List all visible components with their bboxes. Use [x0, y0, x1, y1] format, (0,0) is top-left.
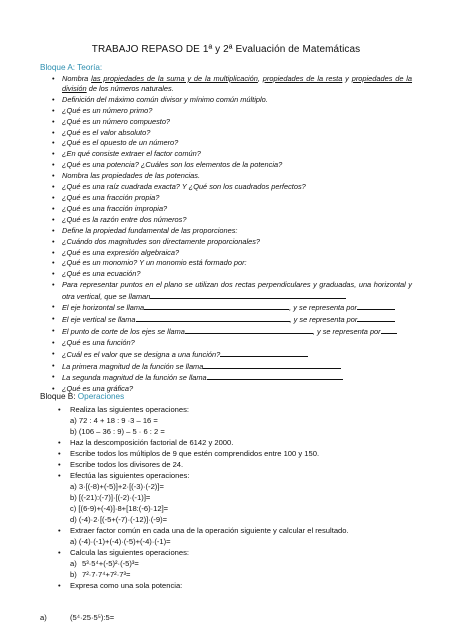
exercise-letter: b)	[70, 570, 77, 579]
exercise-line: b) (106 – 36 : 9) – 5 · 6 : 2 =	[70, 427, 165, 436]
item-text: La primera magnitud de la función se llama	[62, 361, 204, 371]
exercise-line: a) 3·[(-8)+(-5)]+2·[(-3)·(-2)]=	[70, 482, 164, 491]
list-item	[62, 280, 412, 302]
list-item: • Escribe todos los múltiplos de 9 que estén comprendidos entre 100 y 150.	[58, 448, 418, 459]
list-item: • Escribe todos los divisores de 24.	[58, 459, 418, 470]
answer-blank	[150, 291, 346, 299]
item-text: Para representar puntos en el plano se utilizan dos rectas perpendiculares y graduadas, una horizontal y otra vertical, que se llaman	[62, 280, 412, 301]
heading-prefix: Bloque B:	[40, 392, 78, 401]
item-text: , y se representa por	[289, 314, 358, 324]
item-text: y	[342, 74, 352, 83]
document-title: TRABAJO REPASO DE 1ª y 2ª Evaluación de Matemáticas	[91, 44, 361, 55]
list-item: • ¿Qué es un monomio? Y un monomio está formado por:	[62, 258, 412, 269]
list-item: • Haz la descomposición factorial de 6142 y 2000.	[58, 437, 418, 448]
exercise-letter: a)	[40, 613, 47, 622]
answer-blank	[357, 302, 395, 310]
item-underlined-text: propiedades de la resta	[262, 74, 343, 83]
list-item	[62, 372, 412, 384]
teoria-question-list	[62, 74, 412, 395]
list-item: • ¿Qué es un número primo?	[62, 106, 412, 117]
list-item: • Extraer factor común en cada una de la operación siguiente y calcular el resultado.	[58, 525, 418, 536]
operaciones-list	[58, 404, 418, 591]
heading-word: Operaciones	[77, 392, 125, 401]
list-item: • Realiza las siguientes operaciones:	[58, 404, 418, 415]
exercise-text: 5³·5⁴+(-5)²·(-5)³=	[82, 559, 139, 568]
list-item: • ¿Qué es una función?	[62, 338, 412, 349]
list-item: • ¿Qué es una fracción impropia?	[62, 204, 412, 215]
list-item: • Expresa como una sola potencia:	[58, 580, 418, 591]
list-item: • ¿Qué es una potencia? ¿Cuáles son los elementos de la potencia?	[62, 160, 412, 171]
answer-blank	[203, 361, 341, 369]
list-item	[62, 326, 412, 338]
list-item: • ¿Qué es la razón entre dos números?	[62, 215, 412, 226]
list-item: • ¿En qué consiste extraer el factor común?	[62, 149, 412, 160]
list-item: • Efectúa las siguientes operaciones:	[58, 470, 418, 481]
list-item: • Nombra las propiedades de las potencias.	[62, 171, 412, 182]
answer-blank	[207, 372, 343, 380]
list-item: • ¿Qué es una ecuación?	[62, 269, 412, 280]
answer-blank	[357, 314, 395, 322]
item-text: ¿Cuál es el valor que se designa a una función?	[62, 349, 221, 359]
list-item	[62, 74, 412, 95]
section-heading-operaciones	[40, 392, 124, 401]
list-item	[62, 302, 412, 314]
list-item: • Define la propiedad fundamental de las proporciones:	[62, 226, 412, 237]
list-item: • ¿Qué es una gráfica?	[62, 384, 412, 395]
answer-blank	[136, 314, 290, 322]
item-text: El punto de corte de los ejes se llama	[62, 326, 185, 336]
list-item: • ¿Cuándo dos magnitudes son directamente proporcionales?	[62, 237, 412, 248]
item-underlined-text: las propiedades de la suma y de la multiplicación	[91, 74, 258, 83]
item-text: Nombra	[62, 74, 92, 83]
item-text: de los números naturales.	[86, 84, 174, 94]
list-item	[62, 349, 412, 361]
section-heading-teoria: Bloque A: Teoría:	[40, 63, 103, 72]
answer-blank	[381, 326, 397, 334]
list-item: • ¿Qué es un número compuesto?	[62, 117, 412, 128]
item-text: , y se representa por	[289, 303, 357, 313]
item-text: La segunda magnitud de la función se llama	[62, 373, 207, 383]
exercise-line	[40, 613, 114, 622]
exercise-line	[58, 569, 418, 580]
list-item	[62, 314, 412, 326]
exercise-line: b) [(-21):(-7)]·[(-2)·(-1)]=	[70, 493, 151, 502]
item-text: ,	[257, 74, 263, 83]
item-text: El eje horizontal se llama	[62, 303, 145, 313]
exercise-line: a) 72 : 4 + 18 : 9 ·3 – 16 =	[70, 416, 158, 425]
list-item: • ¿Qué es una raíz cuadrada exacta? Y ¿Qué son los cuadrados perfectos?	[62, 182, 412, 193]
exercise-letter: a)	[70, 559, 77, 568]
list-item: • ¿Qué es una fracción propia?	[62, 193, 412, 204]
exercise-text: (5⁴·25·5⁵):5=	[70, 613, 115, 622]
exercise-line: a) (-4)·(-1)+(-4)·(-5)+(-4)·(-1)=	[70, 537, 171, 546]
list-item: • ¿Qué es el valor absoluto?	[62, 128, 412, 139]
list-item: • ¿Qué es una expresión algebraica?	[62, 248, 412, 259]
answer-blank	[185, 326, 313, 334]
item-text: , y se representa por	[312, 326, 381, 336]
answer-blank	[220, 349, 308, 357]
exercise-line: c) [(6-9)+(-4)]·8+[18:(-6)·12]=	[70, 504, 169, 513]
exercise-text: 7²·7·7⁴+7²·7³=	[82, 570, 131, 579]
item-underlined-text: propiedades de la división	[62, 74, 413, 94]
item-text: El eje vertical se llama	[62, 314, 136, 324]
exercise-line	[58, 558, 418, 569]
list-item: • Calcula las siguientes operaciones:	[58, 547, 418, 558]
list-item	[62, 361, 412, 373]
exercise-line: d) (-4)·2·[(-5+(-7)·(-12)]·(-9)=	[70, 515, 168, 524]
list-item: • Definición del máximo común divisor y mínimo común múltiplo.	[62, 95, 412, 106]
list-item: • ¿Qué es el opuesto de un número?	[62, 138, 412, 149]
answer-blank	[144, 302, 289, 310]
